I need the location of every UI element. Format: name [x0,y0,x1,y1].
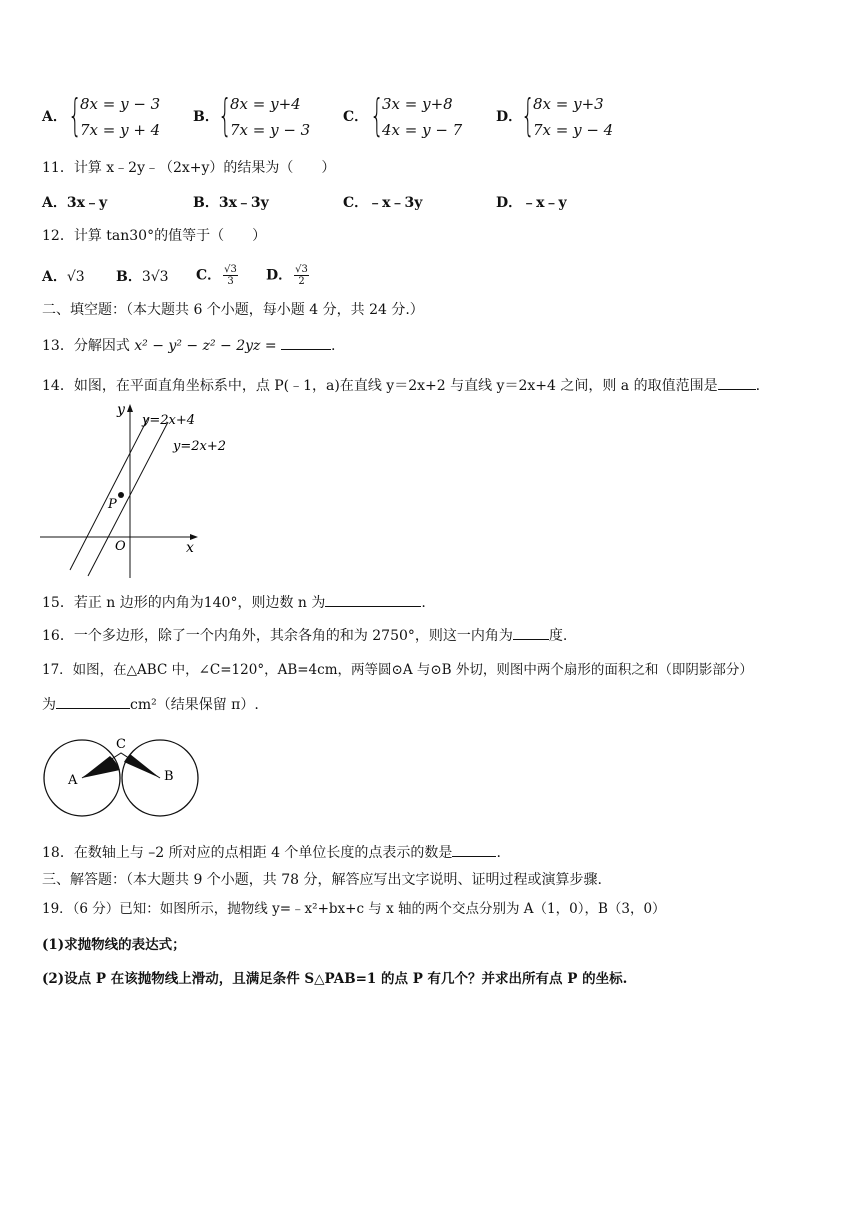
label-c: C [116,737,126,752]
section-heading-fill-in: 二、填空题：（本大题共 6 个小题，每小题 4 分，共 24 分.） [42,302,424,318]
q19-stem: 19．（6 分）已知：如图所示，抛物线 y=﹣x²+bx+c 与 x 轴的两个交点分别为 A（1，0），B（3，0） [42,901,666,917]
label-point-p: P [108,497,117,512]
brace-symbol: { [68,90,82,141]
q11-option-c [343,193,422,213]
option-label: A． [42,195,67,211]
option-text: 3√3 [141,269,169,285]
option-label: D． [496,195,523,211]
option-text: 3x﹣3y [218,195,269,211]
option-text: √3 [66,269,85,285]
option-text: 3x﹣y [66,195,108,211]
q17-line-2 [42,694,259,715]
label-line-2x-plus-4: y=2x+4 [142,413,196,428]
q15-text: 15．若正 n 边形的内角为140°，则边数 n 为 [42,595,326,611]
fraction [223,264,238,287]
q14-suffix: . [755,378,761,394]
label-origin: O [115,539,126,554]
y-axis-arrow [127,404,133,412]
q11-stem: 11．计算 x﹣2y﹣（2x+y）的结果为（ ） [42,160,336,176]
q11-option-a [42,193,107,213]
equation-1: 8x = y − 3 [80,95,161,113]
answer-blank[interactable] [452,842,496,857]
option-text: ﹣x﹣y [522,195,567,211]
line-2x-plus-2 [88,422,168,576]
answer-blank[interactable] [281,335,331,350]
q11-option-b [193,193,269,213]
option-label: C． [343,109,369,125]
answer-blank[interactable] [513,625,549,640]
q12-option-a [42,267,85,287]
fraction [294,264,309,287]
q17-circles-figure [40,732,210,822]
q13-suffix: . [331,338,336,354]
denominator: 2 [298,276,305,287]
q19-part-2: (2)设点 P 在该抛物线上滑动，且满足条件 S△PAB=1 的点 P 有几个？并求出所有点 P 的坐标. [42,971,628,987]
option-label: C． [196,267,222,284]
q15-suffix: . [421,595,426,611]
q13 [42,335,335,356]
point-p [118,492,124,498]
q12-option-c [196,264,240,287]
q11-option-d [496,193,567,213]
q18-suffix: . [496,845,501,861]
q17-prefix: 为 [42,697,56,713]
q12-option-d [266,264,311,287]
answer-blank[interactable] [325,592,421,607]
q16-text: 16．一个多边形，除了一个内角外，其余各角的和为 2750°，则这一内角为 [42,628,513,644]
q18 [42,842,501,863]
q12-option-b [116,267,169,287]
option-label: B． [193,109,219,125]
q16-suffix: 度. [548,628,568,644]
q12-stem: 12．计算 tan30°的值等于（ ） [42,228,267,244]
label-b: B [164,769,174,784]
q14-stem [42,375,760,396]
option-text: ﹣x﹣3y [368,195,423,211]
equation-2: 4x = y − 7 [382,121,463,139]
equation-2: 7x = y + 4 [80,121,161,139]
equation-1: 8x = y+4 [230,95,301,113]
option-label: A． [42,109,67,125]
label-line-2x-plus-2: y=2x+2 [173,439,227,454]
q17-line-1: 17．如图，在△ABC 中，∠C=120°，AB=4cm，两等圆⊙A 与⊙B 外切，则图中两个扇形的面积之和（即阴影部分） [42,662,753,678]
brace-symbol: { [370,90,384,141]
equation-1: 3x = y+8 [382,95,453,113]
denominator: 3 [227,276,234,287]
section-heading-solutions: 三、解答题：（本大题共 9 个小题，共 78 分，解答应写出文字说明、证明过程或演算步骤. [42,872,602,888]
brace-symbol: { [521,90,535,141]
equation-1: 8x = y+3 [533,95,604,113]
equation-2: 7x = y − 4 [533,121,614,139]
q17-suffix: cm²（结果保留 π）. [130,697,259,713]
numerator: √3 [295,264,308,275]
equation-2: 7x = y − 3 [230,121,311,139]
label-a: A [68,773,78,788]
q18-text: 18．在数轴上与 –2 所对应的点相距 4 个单位长度的点表示的数是 [42,845,453,861]
numerator: √3 [224,264,237,275]
q14-text: 14．如图，在平面直角坐标系中，点 P(﹣1，a)在直线 y＝2x+2 与直线 y＝2x+4 之间，则 a 的取值范围是 [42,378,718,394]
label-x-axis: x [186,540,194,556]
brace-symbol: { [218,90,232,141]
label-y-axis: y [117,402,125,418]
option-label: A． [42,269,67,285]
q14-coordinate-figure [38,400,238,580]
option-label: C． [343,195,369,211]
answer-blank[interactable] [56,694,130,709]
option-label: D． [266,267,293,284]
q13-expression: x² − y² − z² − 2yz = [134,338,277,354]
q16 [42,625,567,646]
q19-part-1: (1)求抛物线的表达式； [42,937,186,953]
q13-prefix: 13．分解因式 [42,338,130,354]
q15 [42,592,426,613]
line-2x-plus-4 [70,418,148,570]
option-label: D． [496,109,523,125]
option-label: B． [116,269,142,285]
answer-blank[interactable] [718,375,756,390]
option-label: B． [193,195,219,211]
